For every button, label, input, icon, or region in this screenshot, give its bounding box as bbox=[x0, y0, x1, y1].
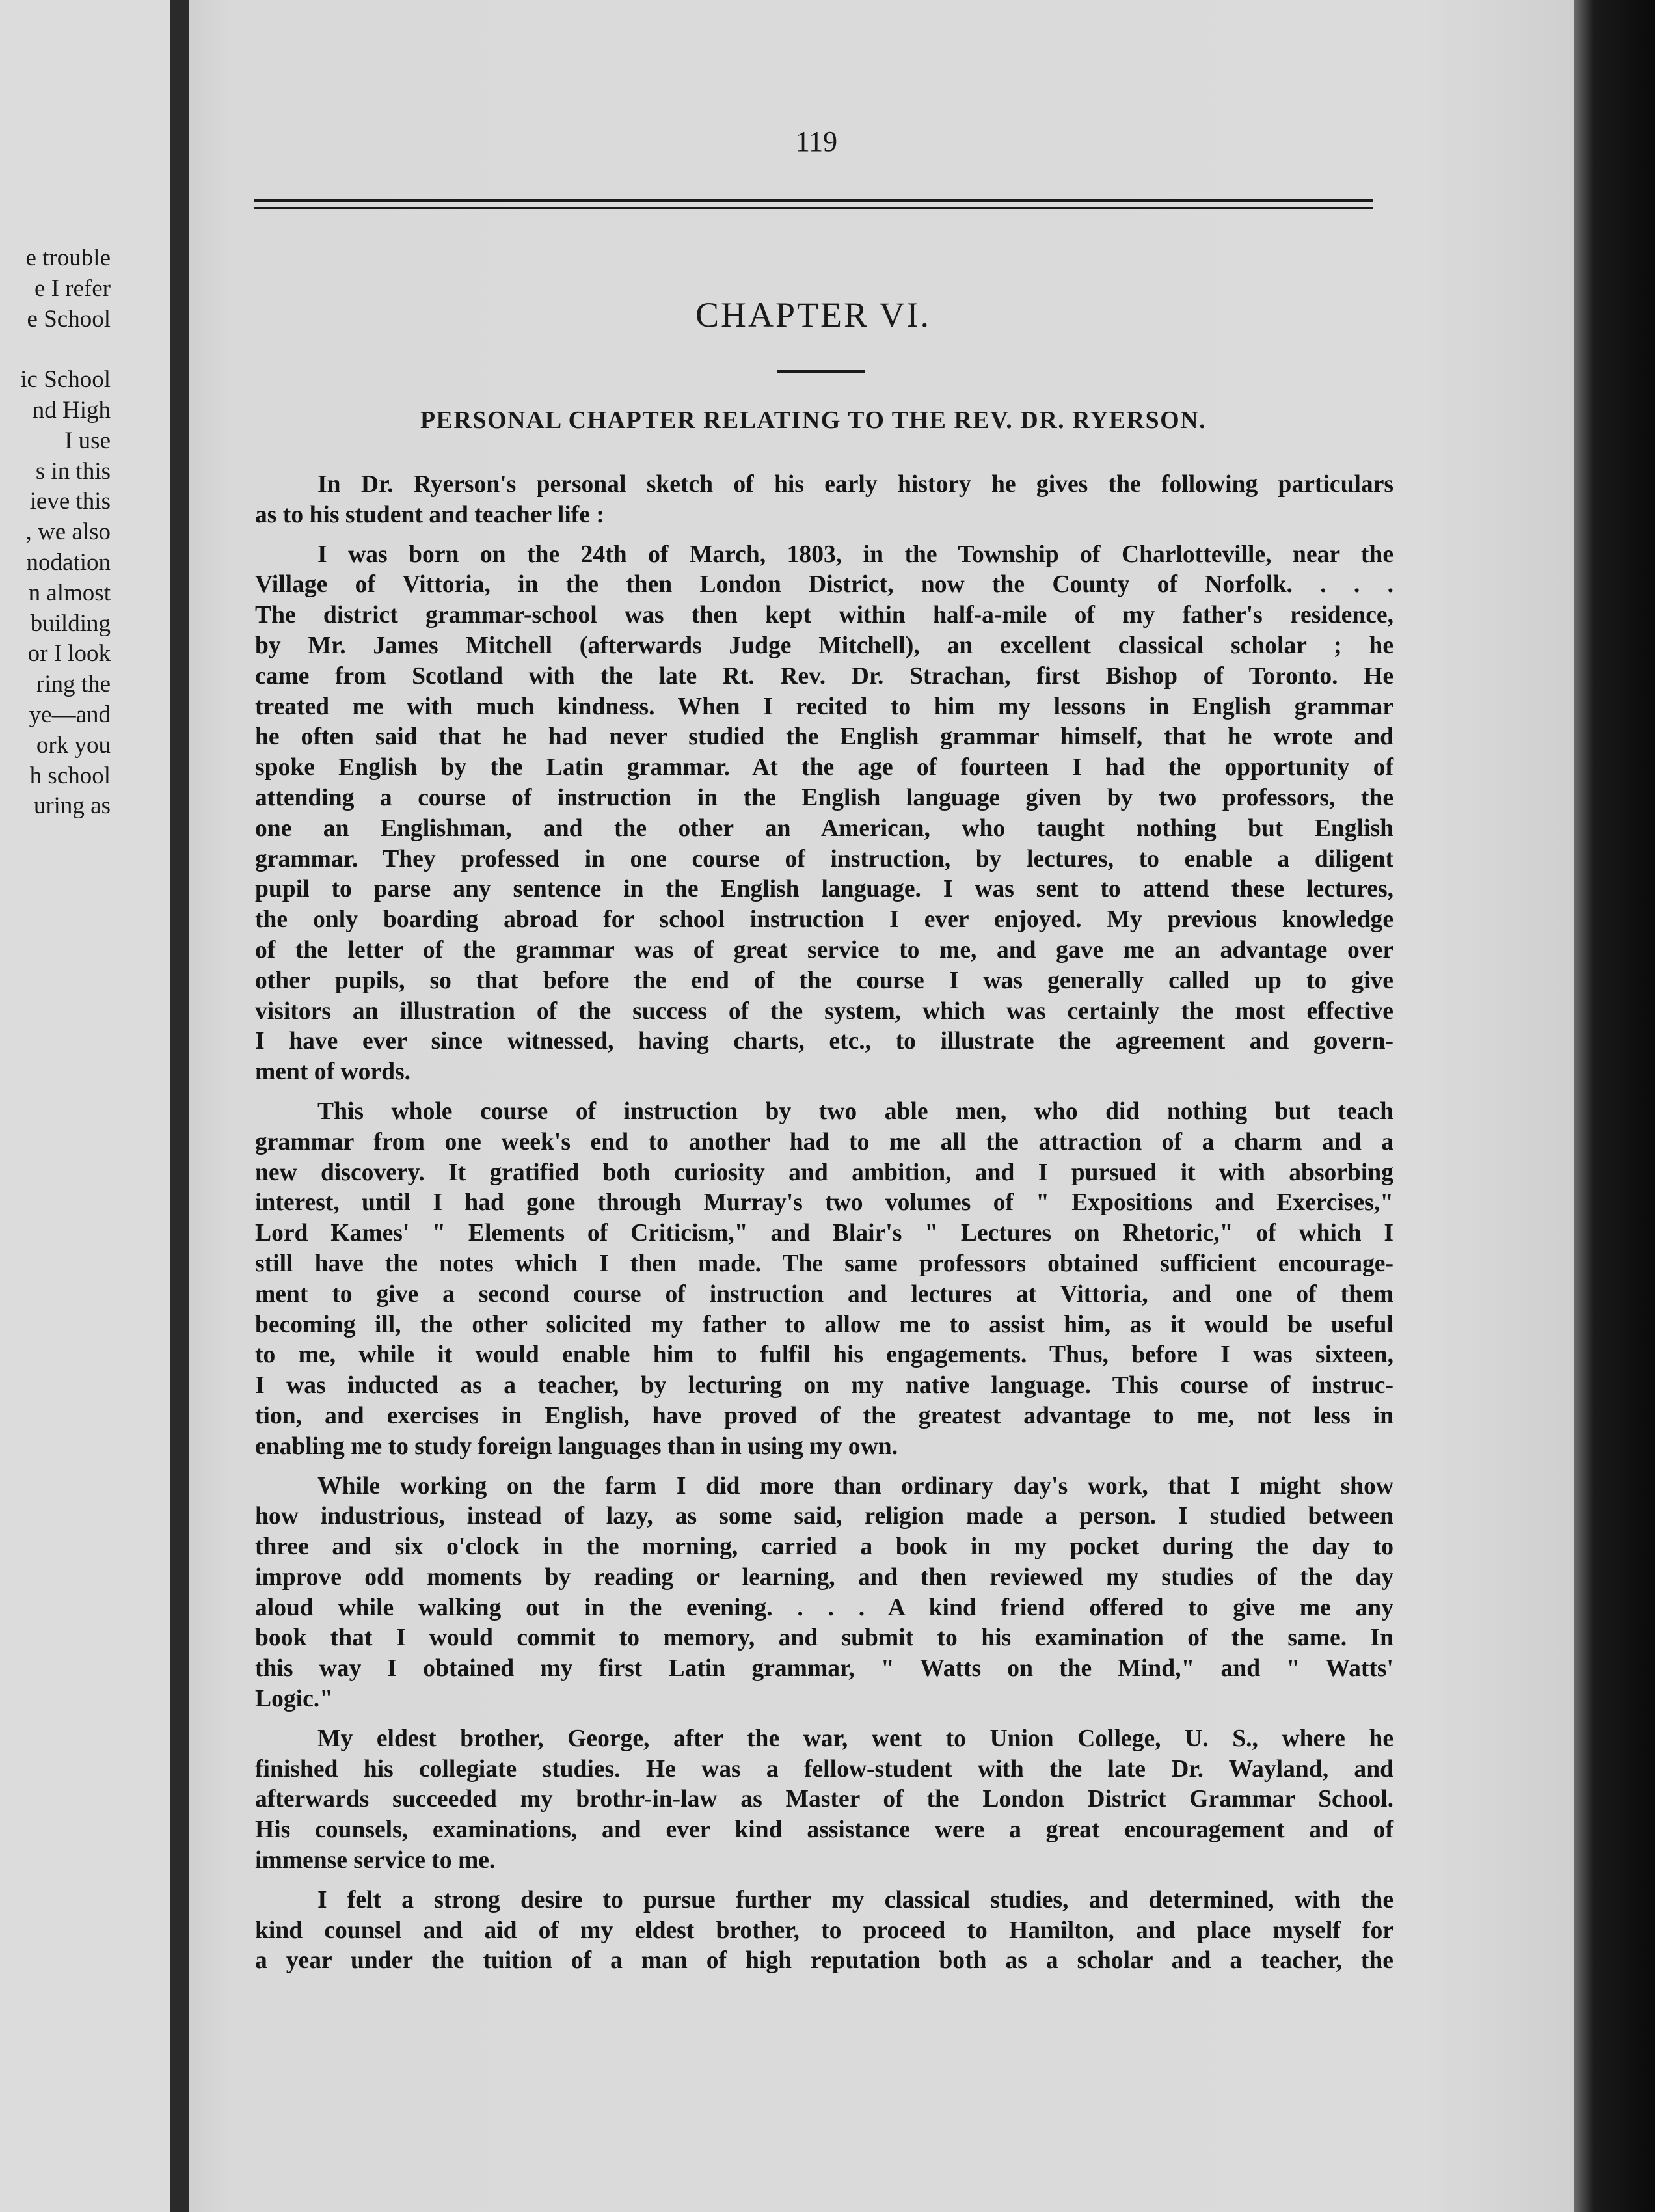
paragraph bbox=[255, 1885, 1393, 1976]
page-number: 119 bbox=[795, 126, 838, 157]
text-line: The district grammar-school was then kept within half-a-mile of my father's residence, bbox=[255, 602, 1393, 629]
text-line: pupil to parse any sentence in the English language. I was sent to attend these lectures, bbox=[255, 876, 1393, 903]
header-rule-bottom bbox=[254, 207, 1373, 209]
left-page-line: ic School bbox=[20, 366, 111, 394]
text-line: he often said that he had never studied the English grammar himself, that he wrote and bbox=[255, 723, 1393, 751]
text-line: by Mr. James Mitchell (afterwards Judge Mitchell), an excellent classical scholar ; he bbox=[255, 632, 1393, 659]
left-page-line: I use bbox=[64, 427, 111, 454]
left-page-line: n almost bbox=[28, 579, 111, 606]
text-line: interest, until I had gone through Murray's two volumes of " Expositions and Exercises," bbox=[255, 1189, 1393, 1217]
chapter-subtitle: PERSONAL CHAPTER RELATING TO THE REV. DR. RYERSON. bbox=[420, 407, 1207, 434]
text-line: came from Scotland with the late Rt. Rev. Dr. Strachan, first Bishop of Toronto. He bbox=[255, 662, 1393, 690]
body-text bbox=[255, 470, 1393, 1986]
left-page-line: uring as bbox=[33, 792, 111, 820]
left-page-line: or I look bbox=[27, 640, 111, 668]
text-line: becoming ill, the other solicited my father to allow me to assist him, as it would be useful bbox=[255, 1311, 1393, 1338]
text-line: improve odd moments by reading or learning, and then reviewed my studies of the day bbox=[255, 1563, 1393, 1591]
text-line: attending a course of instruction in the English language given by two professors, the bbox=[255, 784, 1393, 811]
text-line: other pupils, so that before the end of the course I was generally called up to give bbox=[255, 967, 1393, 994]
text-line: grammar from one week's end to another had to me all the attraction of a charm and a bbox=[255, 1128, 1393, 1155]
right-page-edge bbox=[1574, 0, 1655, 2212]
paragraph bbox=[255, 1472, 1393, 1715]
text-line: how industrious, instead of lazy, as some said, religion made a person. I studied between bbox=[255, 1503, 1393, 1530]
text-line: Village of Vittoria, in the then London District, now the County of Norfolk. . . . bbox=[255, 571, 1393, 599]
book-gutter bbox=[170, 0, 189, 2212]
text-line: afterwards succeeded my brothr-in-law as Master of the London District Grammar School. bbox=[255, 1786, 1393, 1813]
text-line: to me, while it would enable him to fulfil his engagements. Thus, before I was sixteen, bbox=[255, 1342, 1393, 1369]
paragraph bbox=[255, 470, 1393, 531]
chapter-title: CHAPTER VI. bbox=[695, 295, 932, 334]
text-line: the only boarding abroad for school instruction I ever enjoyed. My previous knowledge bbox=[255, 906, 1393, 934]
left-page-line: ring the bbox=[36, 671, 111, 698]
text-line: book that I would commit to memory, and submit to his examination of the same. In bbox=[255, 1625, 1393, 1652]
left-page-line: building bbox=[30, 610, 111, 637]
text-line: kind counsel and aid of my eldest brother, to proceed to Hamilton, and place myself for bbox=[255, 1917, 1393, 1944]
text-line: spoke English by the Latin grammar. At the age of fourteen I had the opportunity of bbox=[255, 754, 1393, 781]
text-line: ment to give a second course of instruction and lectures at Vittoria, and one of them bbox=[255, 1280, 1393, 1308]
left-page-line: h school bbox=[29, 762, 111, 789]
text-line: one an Englishman, and the other an American, who taught nothing but English bbox=[255, 815, 1393, 842]
text-line: Logic." bbox=[255, 1686, 334, 1713]
left-facing-page bbox=[0, 0, 170, 2212]
text-line: tion, and exercises in English, have proved of the greatest advantage to me, not less in bbox=[255, 1402, 1393, 1429]
text-line: I was born on the 24th of March, 1803, in the Township of Charlotteville, near the bbox=[317, 541, 1393, 568]
left-page-line: e I refer bbox=[34, 275, 111, 302]
left-page-line: ieve this bbox=[29, 488, 111, 515]
text-line: immense service to me. bbox=[255, 1847, 496, 1874]
text-line: visitors an illustration of the success of the system, which was certainly the most effective bbox=[255, 997, 1393, 1025]
text-line: three and six o'clock in the morning, carried a book in my pocket during the day to bbox=[255, 1533, 1393, 1561]
text-line: finished his collegiate studies. He was a fellow-student with the late Dr. Wayland, and bbox=[255, 1755, 1393, 1783]
left-page-line: e trouble bbox=[25, 245, 111, 271]
text-line: this way I obtained my first Latin grammar, " Watts on the Mind," and " Watts' bbox=[255, 1655, 1393, 1682]
left-page-line bbox=[20, 334, 111, 365]
text-line: treated me with much kindness. When I recited to him my lessons in English grammar bbox=[255, 693, 1393, 720]
text-line: Lord Kames' " Elements of Criticism," and Blair's " Lectures on Rhetoric," of which I bbox=[255, 1220, 1393, 1247]
text-line: I was inducted as a teacher, by lecturing on my native language. This course of instruc- bbox=[255, 1372, 1393, 1399]
left-page-line: ye—and bbox=[29, 701, 111, 728]
text-line: My eldest brother, George, after the war, went to Union College, U. S., where he bbox=[317, 1725, 1393, 1752]
text-line: of the letter of the grammar was of great service to me, and gave me an advantage over bbox=[255, 936, 1393, 964]
text-line: aloud while walking out in the evening. . . . A kind friend offered to give me any bbox=[255, 1594, 1393, 1621]
text-line: still have the notes which I then made. The same professors obtained sufficient encourage- bbox=[255, 1250, 1393, 1277]
left-page-line: nodation bbox=[26, 548, 111, 576]
text-line: I felt a strong desire to pursue further my classical studies, and determined, with the bbox=[317, 1886, 1393, 1913]
text-line: as to his student and teacher life : bbox=[255, 501, 604, 528]
left-page-line: ork you bbox=[36, 731, 111, 759]
text-line: I have ever since witnessed, having charts, etc., to illustrate the agreement and govern- bbox=[255, 1028, 1393, 1055]
text-line: In Dr. Ryerson's personal sketch of his early history he gives the following particulars bbox=[317, 471, 1393, 498]
paragraph bbox=[255, 540, 1393, 1088]
text-line: enabling me to study foreign languages than in using my own. bbox=[255, 1433, 898, 1460]
text-line: new discovery. It gratified both curiosity and ambition, and I pursued it with absorbing bbox=[255, 1159, 1393, 1186]
header-rule-top bbox=[254, 199, 1373, 202]
text-line: a year under the tuition of a man of high reputation both as a scholar and a teacher, the bbox=[255, 1947, 1393, 1975]
left-page-line: , we also bbox=[25, 519, 111, 546]
text-line: This whole course of instruction by two able men, who did nothing but teach bbox=[317, 1098, 1393, 1125]
text-line: grammar. They professed in one course of instruction, by lectures, to enable a diligent bbox=[255, 845, 1393, 872]
left-page-line: s in this bbox=[35, 457, 111, 485]
left-page-line: nd High bbox=[32, 396, 111, 424]
left-page-line: e School bbox=[27, 305, 111, 332]
left-page-text bbox=[20, 243, 111, 822]
paragraph bbox=[255, 1097, 1393, 1463]
text-line: His counsels, examinations, and ever kind assistance were a great encouragement and of bbox=[255, 1816, 1393, 1844]
chapter-divider bbox=[777, 370, 865, 373]
paragraph bbox=[255, 1724, 1393, 1876]
text-line: While working on the farm I did more than ordinary day's work, that I might show bbox=[317, 1472, 1393, 1500]
text-line: ment of words. bbox=[255, 1059, 411, 1086]
